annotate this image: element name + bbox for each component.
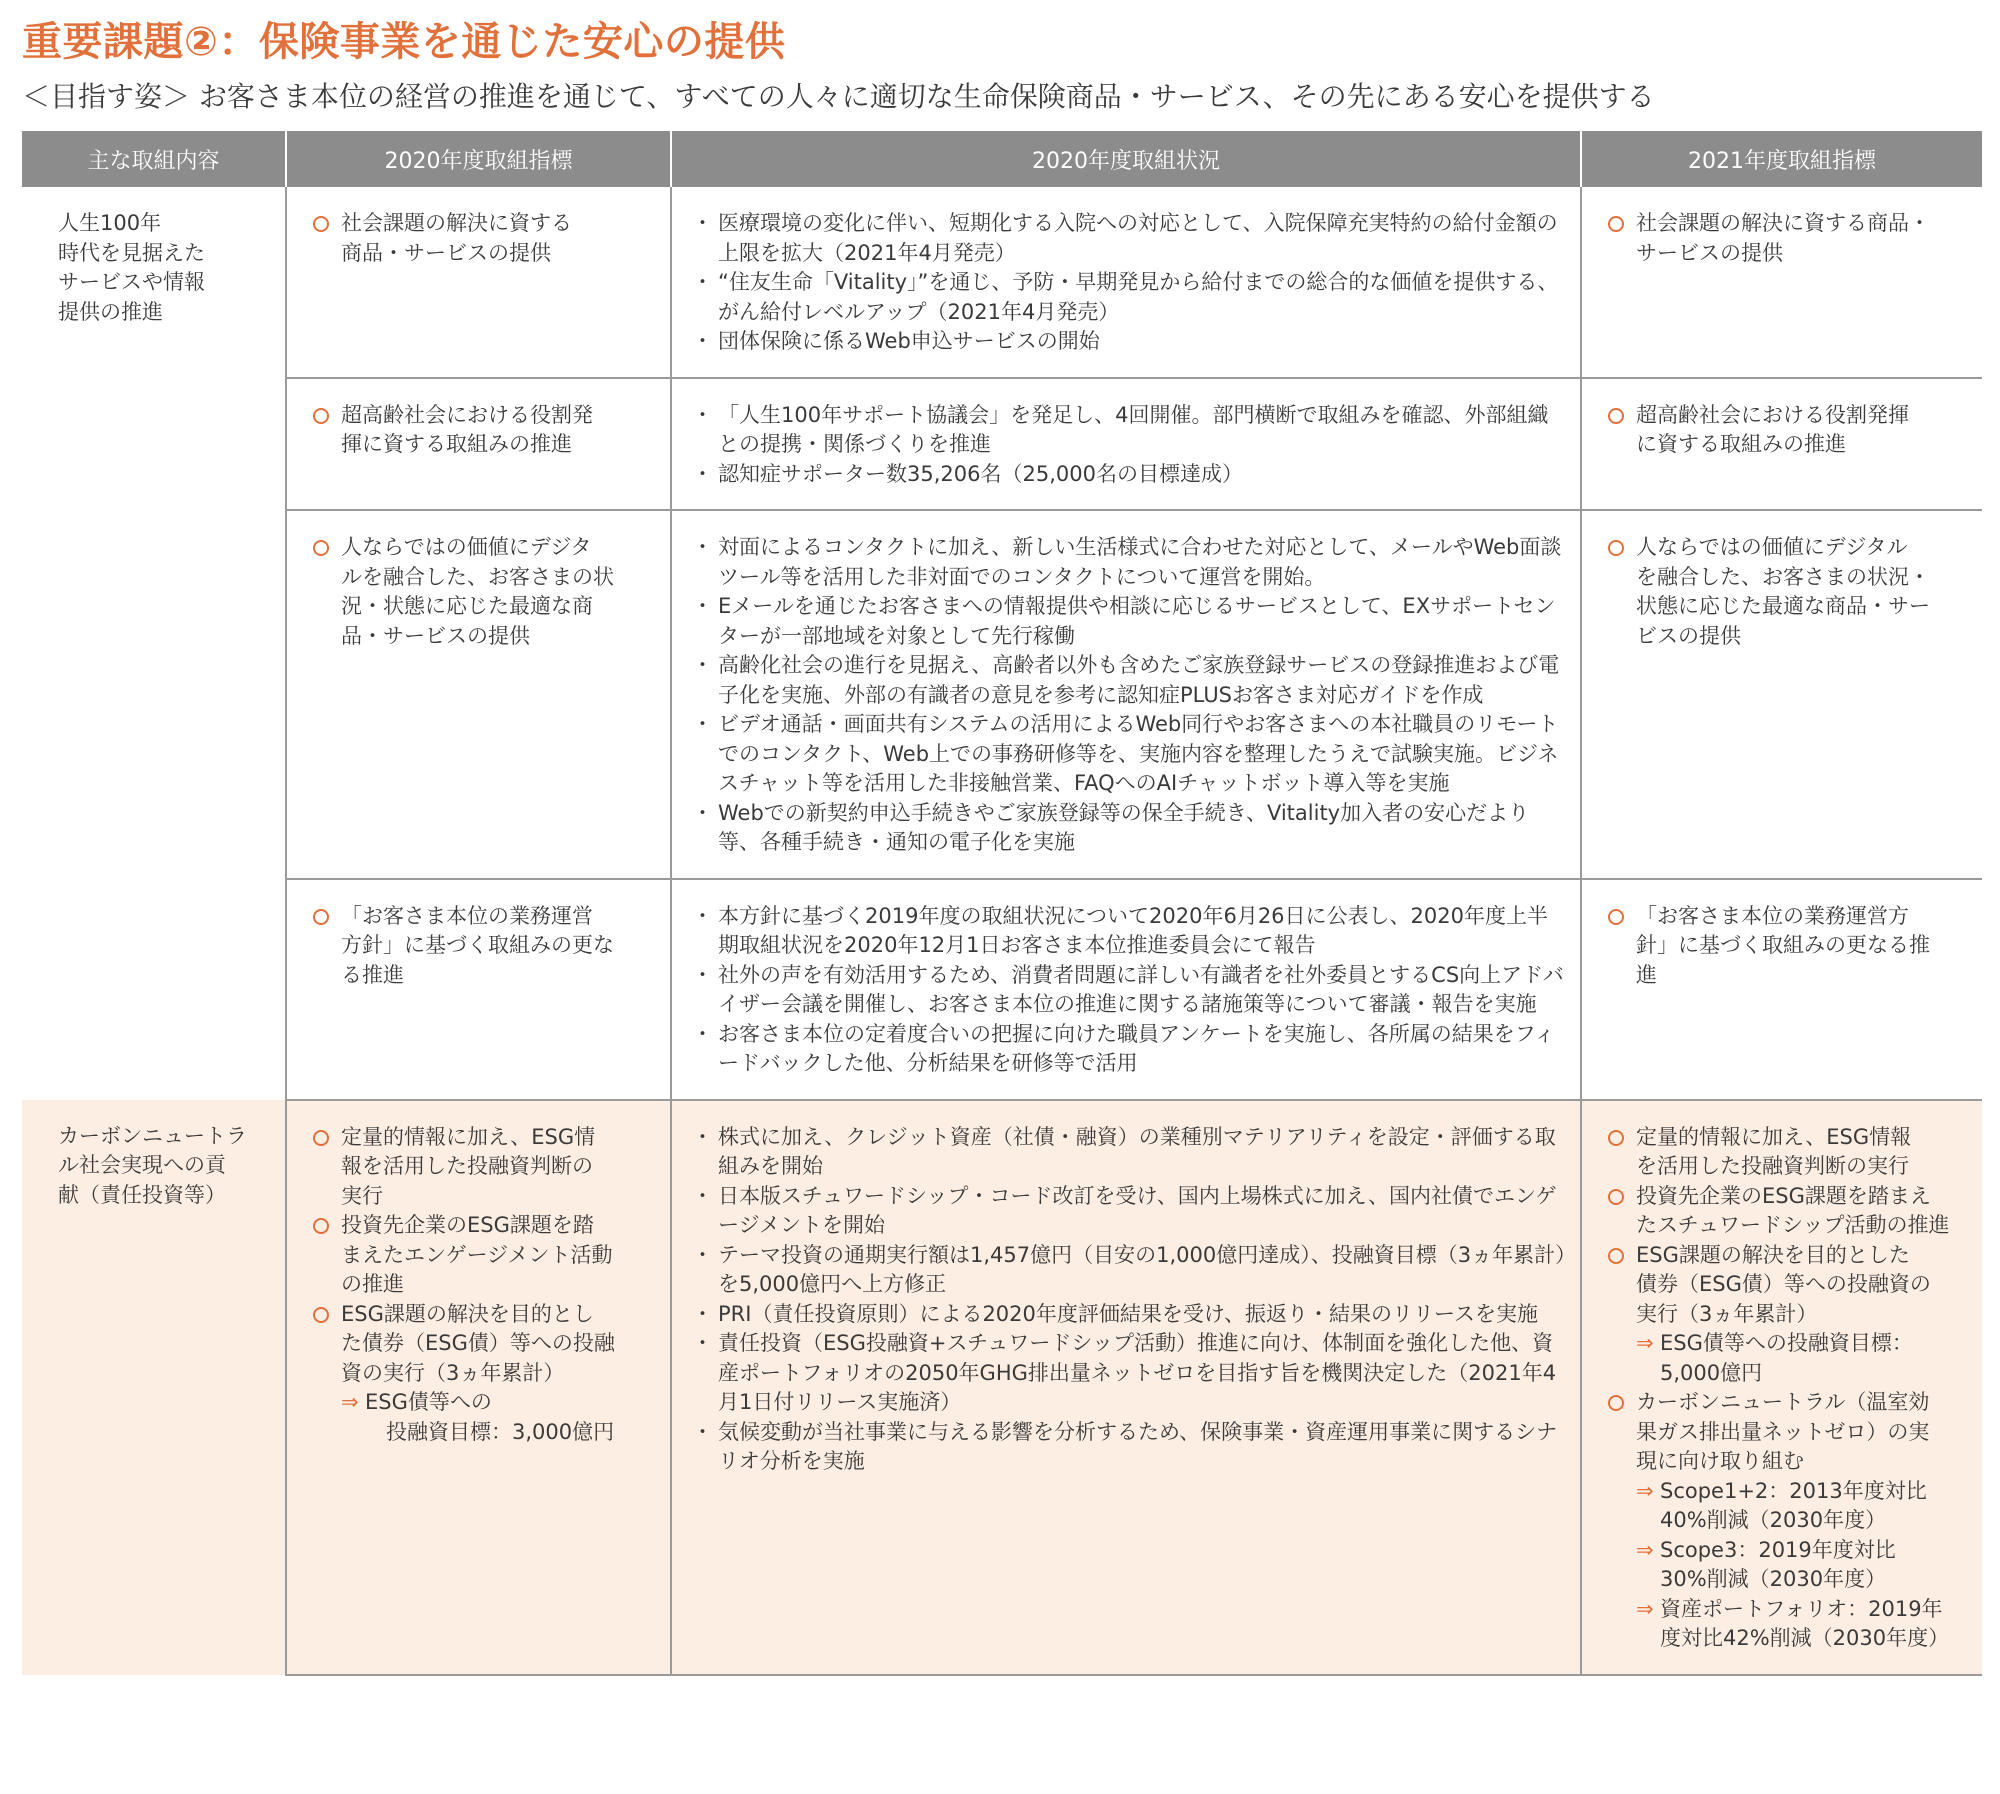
status-item: ・ 対面によるコンタクトに加え、新しい生活様式に合わせた対応として、メールやWeb面談ツール等を活用した非対面でのコンタクトについて運営を開始。 — [698, 533, 1566, 592]
indicator-item — [313, 1211, 656, 1300]
status-cell — [671, 378, 1581, 511]
table-row — [22, 510, 1982, 879]
indicators-2021-cell — [1581, 510, 1982, 879]
indicator-item — [1608, 1123, 1968, 1182]
circle-bullet-icon — [313, 408, 329, 424]
circle-bullet-icon — [313, 909, 329, 925]
status-item: ・ 株式に加え、クレジット資産（社債・融資）の業種別マテリアリティを設定・評価する取組みを開始 — [698, 1123, 1566, 1182]
status-item: ・ “住友生命「Vitality」”を通じ、予防・早期発見から給付までの総合的な価値を提供する、がん給付レベルアップ（2021年4月発売） — [698, 268, 1566, 327]
indicator-text: 社会課題の解決に資する商品・ サービスの提供 — [1636, 211, 1930, 265]
status-item: ・ 本方針に基づく2019年度の取組状況について2020年6月26日に公表し、2020年度上半期取組状況を2020年12月1日お客さま本位推進委員会にて報告 — [698, 902, 1566, 961]
indicator-list — [313, 209, 656, 268]
status-list — [698, 401, 1566, 490]
indicator-text: 人ならではの価値にデジタル を融合した、お客さまの状況・ 状態に応じた最適な商品・サー ビスの提供 — [1636, 535, 1930, 648]
indicator-target-text: 資産ポートフォリオ：2019年 度対比42%削減（2030年度） — [1660, 1596, 1950, 1650]
status-list — [698, 209, 1566, 357]
circle-bullet-icon — [313, 540, 329, 556]
indicator-item — [313, 1123, 656, 1212]
indicator-item — [1608, 533, 1968, 651]
status-item: ・ 団体保険に係るWeb申込サービスの開始 — [698, 327, 1566, 357]
arrow-icon: ⇒ — [1636, 1478, 1654, 1503]
status-list — [698, 902, 1566, 1079]
indicator-text: 定量的情報に加え、ESG情 報を活用した投融資判断の 実行 — [341, 1124, 596, 1208]
status-item: ・ Webでの新契約申込手続きやご家族登録等の保全手続き、Vitality加入者の安心だより等、各種手続き・通知の電子化を実施 — [698, 799, 1566, 858]
category-cell — [22, 1100, 286, 1675]
indicator-list — [313, 401, 656, 460]
header-2021-indicators: 2021年度取組指標 — [1581, 131, 1982, 187]
status-item: ・ 認知症サポーター数35,206名（25,000名の目標達成） — [698, 460, 1566, 490]
arrow-icon: ⇒ — [1636, 1596, 1654, 1621]
table-row — [22, 1100, 1982, 1675]
indicator-item — [1608, 1182, 1968, 1241]
status-item: ・ テーマ投資の通期実行額は1,457億円（目安の1,000億円達成）、投融資目標（3ヵ年累計）を5,000億円へ上方修正 — [698, 1241, 1566, 1300]
indicator-text: ESG課題の解決を目的とし た債券（ESG債）等への投融 資の実行（3ヵ年累計） — [341, 1301, 615, 1385]
indicators-2020-cell — [286, 510, 671, 879]
indicator-item — [313, 533, 656, 651]
indicator-list — [1608, 902, 1968, 991]
indicator-text: カーボンニュートラル（温室効 果ガス排出量ネットゼロ）の実 現に向け取り組む — [1636, 1390, 1930, 1473]
header-2020-indicators: 2020年度取組指標 — [286, 131, 671, 187]
indicator-text: 超高齢社会における役割発揮 に資する取組みの推進 — [1636, 402, 1909, 456]
indicator-target-text: Scope3：2019年度対比 30%削減（2030年度） — [1660, 1537, 1896, 1591]
circle-bullet-icon — [313, 1307, 329, 1323]
indicator-list — [313, 902, 656, 991]
indicator-list — [313, 533, 656, 651]
indicator-item — [1608, 902, 1968, 991]
status-item: ・ 医療環境の変化に伴い、短期化する入院への対応として、入院保障充実特約の給付金額の上限を拡大（2021年4月発売） — [698, 209, 1566, 268]
status-cell — [671, 879, 1581, 1100]
status-item: ・ 日本版スチュワードシップ・コード改訂を受け、国内上場株式に加え、国内社債でエンゲージメントを開始 — [698, 1182, 1566, 1241]
status-item: ・ PRI（責任投資原則）による2020年度評価結果を受け、振返り・結果のリリースを実施 — [698, 1300, 1566, 1330]
indicator-target — [1636, 1477, 1968, 1536]
arrow-icon: ⇒ — [341, 1390, 359, 1414]
circle-bullet-icon — [313, 1130, 329, 1146]
arrow-icon: ⇒ — [1636, 1331, 1654, 1355]
page-subtitle: ＜目指す姿＞ お客さま本位の経営の推進を通じて、すべての人々に適切な生命保険商品・サービス、その先にある安心を提供する — [22, 80, 1655, 113]
status-cell — [671, 1100, 1581, 1675]
indicator-target — [341, 1388, 656, 1447]
arrow-icon: ⇒ — [1636, 1537, 1654, 1562]
circle-bullet-icon — [313, 216, 329, 232]
status-item: ・ お客さま本位の定着度合いの把握に向けた職員アンケートを実施し、各所属の結果をフィードバックした他、分析結果を研修等で活用 — [698, 1020, 1566, 1079]
table-body — [22, 187, 1982, 1675]
status-item: ・ ビデオ通話・画面共有システムの活用によるWeb同行やお客さまへの本社職員のリモートでのコンタクト、Web上での事務研修等を、実施内容を整理したうえで試験実施。ビジネスチャット等を活用した非接触営業、FAQへのAIチャットボット導入等を実施 — [698, 710, 1566, 799]
circle-bullet-icon — [1608, 1130, 1624, 1146]
indicator-text: 人ならではの価値にデジタ ルを融合した、お客さまの状 況・状態に応じた最適な商 品・サービスの提供 — [341, 535, 614, 648]
status-item: ・ 「人生100年サポート協議会」を発足し、4回開催。部門横断で取組みを確認、外部組織との提携・関係づくりを推進 — [698, 401, 1566, 460]
indicators-2020-cell — [286, 879, 671, 1100]
indicator-item — [1608, 209, 1968, 268]
header-main-initiatives: 主な取組内容 — [22, 131, 286, 187]
category-label: カーボンニュートラ ル社会実現への貢 献（責任投資等） — [58, 1123, 247, 1207]
table-row — [22, 378, 1982, 511]
circle-bullet-icon — [1608, 909, 1624, 925]
status-list — [698, 1123, 1566, 1477]
status-item: ・ 高齢化社会の進行を見据え、高齢者以外も含めたご家族登録サービスの登録推進および電子化を実施、外部の有識者の意見を参考に認知症PLUSお客さま対応ガイドを作成 — [698, 651, 1566, 710]
indicator-target — [1636, 1536, 1968, 1595]
indicator-item — [1608, 1388, 1968, 1654]
table-row — [22, 187, 1982, 378]
category-label: 人生100年 時代を見据えた サービスや情報 提供の推進 — [58, 211, 205, 324]
indicator-target-text: ESG債等への 投融資目標：3,000億円 — [365, 1390, 615, 1444]
table-row — [22, 879, 1982, 1100]
indicator-item — [1608, 401, 1968, 460]
indicator-list — [1608, 209, 1968, 268]
indicators-2020-cell — [286, 187, 671, 378]
status-list — [698, 533, 1566, 858]
indicator-target — [1636, 1595, 1968, 1654]
status-cell — [671, 187, 1581, 378]
status-item: ・ 社外の声を有効活用するため、消費者問題に詳しい有識者を社外委員とするCS向上アドバイザー会議を開催し、お客さま本位の推進に関する諸施策等について審議・報告を実施 — [698, 961, 1566, 1020]
indicators-2021-cell — [1581, 187, 1982, 378]
category-cell — [22, 187, 286, 1100]
indicator-list — [313, 1123, 656, 1448]
indicator-item — [313, 401, 656, 460]
indicator-item — [1608, 1241, 1968, 1389]
indicator-list — [1608, 1123, 1968, 1654]
status-item: ・ 責任投資（ESG投融資+スチュワードシップ活動）推進に向け、体制面を強化した他、資産ポートフォリオの2050年GHG排出量ネットゼロを目指す旨を機関決定した（2021年4月1日付リリース実施済） — [698, 1329, 1566, 1418]
page-title: 重要課題②：保険事業を通じた安心の提供 — [22, 19, 786, 65]
indicator-text: 社会課題の解決に資する 商品・サービスの提供 — [341, 211, 572, 265]
indicator-text: 「お客さま本位の業務運営 方針」に基づく取組みの更な る推進 — [341, 903, 614, 987]
circle-bullet-icon — [1608, 1395, 1624, 1411]
indicator-target-text: Scope1+2：2013年度対比 40%削減（2030年度） — [1660, 1478, 1927, 1532]
indicator-text: ESG課題の解決を目的とした 債券（ESG債）等への投融資の 実行（3ヵ年累計） — [1636, 1242, 1931, 1326]
indicator-text: 超高齢社会における役割発 揮に資する取組みの推進 — [341, 402, 593, 456]
indicators-2021-cell — [1581, 1100, 1982, 1675]
initiatives-table — [22, 131, 1982, 1676]
table-header-row — [22, 131, 1982, 187]
indicator-text: 投資先企業のESG課題を踏 まえたエンゲージメント活動 の推進 — [341, 1213, 613, 1296]
indicator-text: 投資先企業のESG課題を踏まえ たスチュワードシップ活動の推進 — [1636, 1183, 1950, 1237]
status-item: ・ Eメールを通じたお客さまへの情報提供や相談に応じるサービスとして、EXサポートセンターが一部地域を対象として先行稼働 — [698, 592, 1566, 651]
circle-bullet-icon — [1608, 540, 1624, 556]
indicators-2020-cell — [286, 378, 671, 511]
indicators-2021-cell — [1581, 378, 1982, 511]
indicator-target-text: ESG債等への投融資目標： 5,000億円 — [1660, 1331, 1913, 1385]
status-item: ・ 気候変動が当社事業に与える影響を分析するため、保険事業・資産運用事業に関するシナリオ分析を実施 — [698, 1418, 1566, 1477]
indicator-text: 定量的情報に加え、ESG情報 を活用した投融資判断の実行 — [1636, 1124, 1912, 1178]
circle-bullet-icon — [313, 1218, 329, 1234]
indicator-text: 「お客さま本位の業務運営方 針」に基づく取組みの更なる推 進 — [1636, 903, 1930, 987]
circle-bullet-icon — [1608, 216, 1624, 232]
circle-bullet-icon — [1608, 408, 1624, 424]
indicator-item — [313, 1300, 656, 1448]
indicator-list — [1608, 533, 1968, 651]
indicator-item — [313, 902, 656, 991]
header-2020-status: 2020年度取組状況 — [671, 131, 1581, 187]
circle-bullet-icon — [1608, 1248, 1624, 1264]
status-cell — [671, 510, 1581, 879]
indicator-list — [1608, 401, 1968, 460]
circle-bullet-icon — [1608, 1189, 1624, 1205]
indicator-item — [313, 209, 656, 268]
indicators-2020-cell — [286, 1100, 671, 1675]
indicator-target — [1636, 1329, 1968, 1388]
indicators-2021-cell — [1581, 879, 1982, 1100]
